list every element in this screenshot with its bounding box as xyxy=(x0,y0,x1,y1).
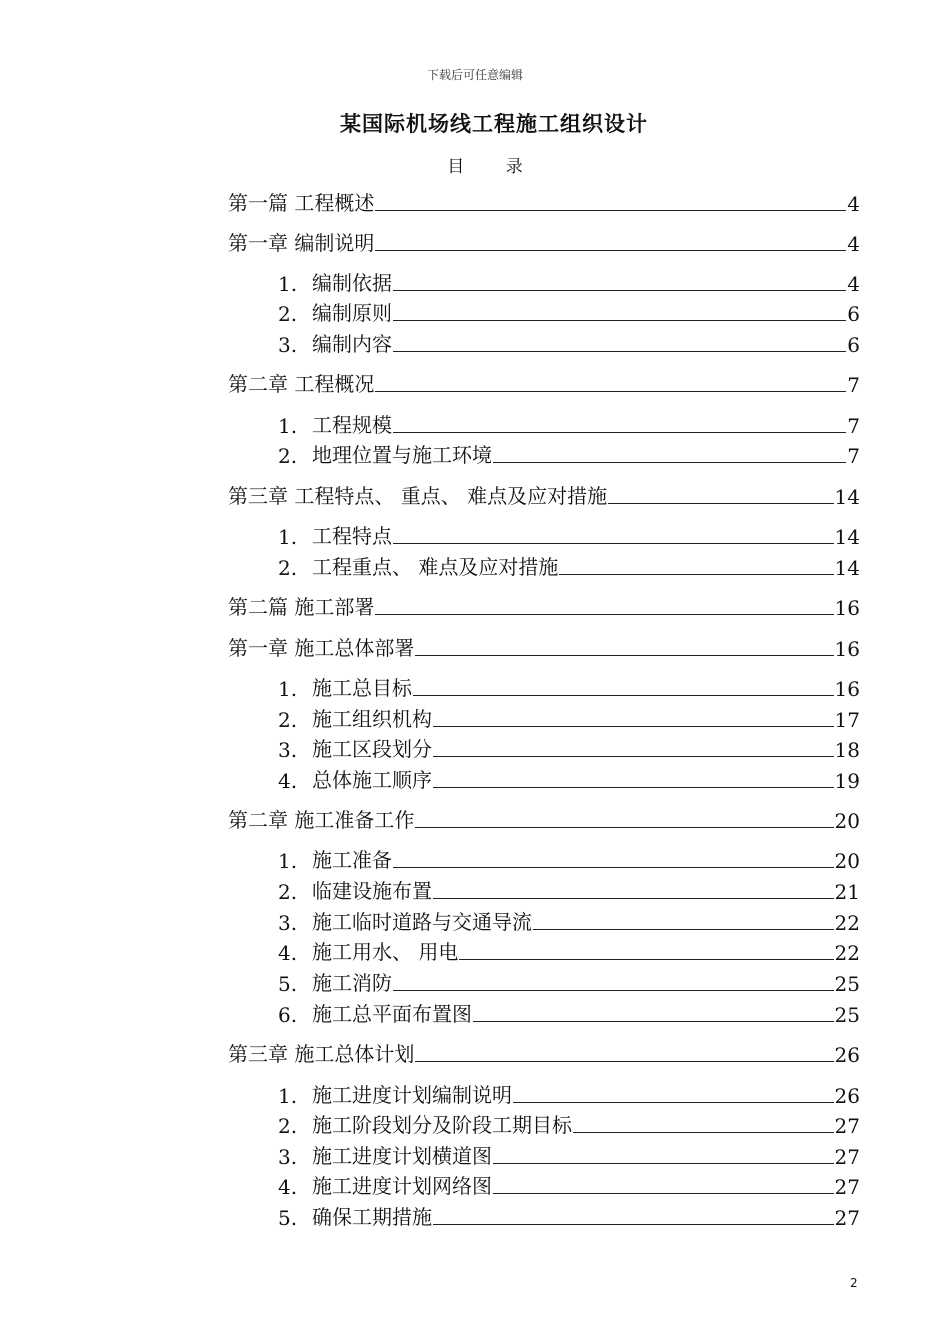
toc-leader-line xyxy=(533,928,834,930)
toc-entry[interactable] xyxy=(228,805,860,833)
toc-entry-page: 6 xyxy=(847,302,860,326)
toc-entry-label: 施工临时道路与交通导流 xyxy=(312,910,532,934)
toc-entry-number: 2. xyxy=(278,444,298,468)
toc-entry-page: 4 xyxy=(847,232,860,256)
toc-entry-number: 6. xyxy=(278,1003,298,1027)
toc-entry-page: 27 xyxy=(834,1175,860,1199)
toc-entry[interactable] xyxy=(228,228,860,256)
toc-entry-label: 编制原则 xyxy=(312,301,392,325)
toc-entry-number: 1. xyxy=(278,414,298,438)
toc-leader-line xyxy=(493,1192,834,1194)
toc-entry-page: 18 xyxy=(834,738,860,762)
toc-entry-page: 7 xyxy=(847,373,860,397)
toc-entry[interactable] xyxy=(228,369,860,397)
toc-entry-page: 7 xyxy=(847,444,860,468)
toc-entry-page: 14 xyxy=(834,485,860,509)
toc-entry-label: 第三章 工程特点、 重点、 难点及应对措施 xyxy=(228,484,608,508)
toc-entry-label: 第三章 施工总体计划 xyxy=(228,1042,415,1066)
toc-entry-label: 第一章 编制说明 xyxy=(228,231,375,255)
toc-entry-label: 编制依据 xyxy=(312,271,392,295)
toc-leader-line xyxy=(415,826,833,828)
toc-entry-label: 施工进度计划横道图 xyxy=(312,1144,492,1168)
toc-entry-page: 14 xyxy=(834,556,860,580)
toc-leader-line xyxy=(433,897,834,899)
toc-entry[interactable] xyxy=(278,440,860,468)
toc-entry[interactable] xyxy=(278,329,860,357)
toc-entry-page: 4 xyxy=(847,192,860,216)
toc-entry-number: 5. xyxy=(278,972,298,996)
toc-entry-label: 施工区段划分 xyxy=(312,737,432,761)
toc-entry[interactable] xyxy=(278,298,860,326)
toc-entry[interactable] xyxy=(278,704,860,732)
toc-entry[interactable] xyxy=(278,1110,860,1138)
toc-entry-label: 施工准备 xyxy=(312,848,392,872)
toc-entry-page: 20 xyxy=(834,849,860,873)
toc-entry-page: 20 xyxy=(834,809,860,833)
toc-entry-label: 施工用水、 用电 xyxy=(312,940,459,964)
toc-entry-page: 27 xyxy=(834,1206,860,1230)
toc-entry[interactable] xyxy=(228,188,860,216)
toc-entry-label: 施工消防 xyxy=(312,971,392,995)
toc-leader-line xyxy=(433,755,834,757)
toc-entry-label: 第一篇 工程概述 xyxy=(228,191,375,215)
toc-entry-page: 16 xyxy=(834,677,860,701)
toc-entry-number: 5. xyxy=(278,1206,298,1230)
toc-entry-page: 25 xyxy=(834,1003,860,1027)
toc-entry[interactable] xyxy=(278,673,860,701)
toc-leader-line xyxy=(573,1131,834,1133)
toc-entry-number: 4. xyxy=(278,1175,298,1199)
toc-entry-label: 总体施工顺序 xyxy=(312,768,432,792)
toc-entry-label: 施工总目标 xyxy=(312,676,412,700)
toc-leader-line xyxy=(413,694,834,696)
toc-leader-line xyxy=(393,289,846,291)
toc-entry[interactable] xyxy=(278,968,860,996)
toc-entry-page: 14 xyxy=(834,525,860,549)
toc-entry-label: 临建设施布置 xyxy=(312,879,432,903)
toc-entry-page: 16 xyxy=(834,596,860,620)
toc-leader-line xyxy=(493,1162,834,1164)
toc-leader-line xyxy=(415,654,833,656)
document-title: 某国际机场线工程施工组织设计 xyxy=(340,112,648,136)
toc-entry-number: 1. xyxy=(278,272,298,296)
toc-entry-label: 工程规模 xyxy=(312,413,392,437)
toc-entry[interactable] xyxy=(278,999,860,1027)
toc-leader-line xyxy=(608,502,833,504)
toc-leader-line xyxy=(375,613,833,615)
toc-entry[interactable] xyxy=(278,1080,860,1108)
toc-entry-label: 第二篇 施工部署 xyxy=(228,595,375,619)
toc-leader-line xyxy=(393,542,834,544)
toc-leader-line xyxy=(393,319,846,321)
toc-leader-line xyxy=(433,786,834,788)
toc-entry[interactable] xyxy=(278,1171,860,1199)
toc-entry-number: 1. xyxy=(278,677,298,701)
toc-entry[interactable] xyxy=(278,937,860,965)
toc-entry[interactable] xyxy=(278,765,860,793)
toc-entry-number: 1. xyxy=(278,525,298,549)
toc-leader-line xyxy=(393,431,846,433)
toc-entry[interactable] xyxy=(228,633,860,661)
toc-entry-number: 2. xyxy=(278,556,298,580)
toc-entry-label: 工程特点 xyxy=(312,524,392,548)
toc-entry-label: 施工进度计划编制说明 xyxy=(312,1083,512,1107)
toc-entry[interactable] xyxy=(278,268,860,296)
toc-entry[interactable] xyxy=(278,845,860,873)
toc-leader-line xyxy=(559,573,833,575)
toc-entry-label: 编制内容 xyxy=(312,332,392,356)
toc-entry-page: 19 xyxy=(834,769,860,793)
toc-entry[interactable] xyxy=(228,1039,860,1067)
toc-entry[interactable] xyxy=(278,521,860,549)
toc-entry-label: 第二章 工程概况 xyxy=(228,372,375,396)
toc-leader-line xyxy=(513,1101,834,1103)
toc-leader-line xyxy=(473,1020,834,1022)
toc-entry-number: 1. xyxy=(278,849,298,873)
toc-entry[interactable] xyxy=(228,481,860,509)
toc-leader-line xyxy=(375,209,846,211)
toc-entry-number: 4. xyxy=(278,769,298,793)
toc-entry[interactable] xyxy=(278,876,860,904)
toc-entry-page: 27 xyxy=(834,1114,860,1138)
toc-entry-number: 2. xyxy=(278,1114,298,1138)
toc-entry-page: 26 xyxy=(834,1084,860,1108)
toc-entry-label: 地理位置与施工环境 xyxy=(312,443,492,467)
toc-entry-page: 17 xyxy=(834,708,860,732)
toc-entry-label: 第二章 施工准备工作 xyxy=(228,808,415,832)
toc-entry-page: 16 xyxy=(834,637,860,661)
toc-entry[interactable] xyxy=(228,592,860,620)
toc-entry-label: 第一章 施工总体部署 xyxy=(228,636,415,660)
toc-entry-number: 2. xyxy=(278,302,298,326)
toc-entry-number: 1. xyxy=(278,1084,298,1108)
toc-entry-label: 施工进度计划网络图 xyxy=(312,1174,492,1198)
toc-entry-label: 施工组织机构 xyxy=(312,707,432,731)
toc-leader-line xyxy=(393,350,846,352)
toc-entry-number: 3. xyxy=(278,911,298,935)
toc-entry-page: 21 xyxy=(834,880,860,904)
toc-entry-page: 22 xyxy=(834,941,860,965)
toc-leader-line xyxy=(433,725,834,727)
toc-entry-number: 3. xyxy=(278,738,298,762)
toc-entry-page: 26 xyxy=(834,1043,860,1067)
toc-entry-number: 4. xyxy=(278,941,298,965)
toc-leader-line xyxy=(375,249,846,251)
toc-entry-label: 施工总平面布置图 xyxy=(312,1002,472,1026)
toc-leader-line xyxy=(375,390,846,392)
toc-entry-page: 27 xyxy=(834,1145,860,1169)
toc-entry-label: 工程重点、 难点及应对措施 xyxy=(312,555,559,579)
toc-entry[interactable] xyxy=(278,907,860,935)
toc-entry-label: 确保工期措施 xyxy=(312,1205,432,1229)
toc-leader-line xyxy=(459,958,833,960)
toc-entry-page: 22 xyxy=(834,911,860,935)
toc-leader-line xyxy=(493,461,846,463)
toc-entry-number: 2. xyxy=(278,880,298,904)
toc-entry-number: 3. xyxy=(278,1145,298,1169)
toc-entry-label: 施工阶段划分及阶段工期目标 xyxy=(312,1113,572,1137)
toc-entry-page: 7 xyxy=(847,414,860,438)
toc-entry-number: 2. xyxy=(278,708,298,732)
toc-entry-number: 3. xyxy=(278,333,298,357)
toc-entry[interactable] xyxy=(278,734,860,762)
toc-entry[interactable] xyxy=(278,410,860,438)
toc-entry[interactable] xyxy=(278,1202,860,1230)
toc-entry[interactable] xyxy=(278,552,860,580)
header-note: 下载后可任意编辑 xyxy=(426,68,523,82)
toc-entry-page: 4 xyxy=(847,272,860,296)
toc-entry-page: 6 xyxy=(847,333,860,357)
toc-entry[interactable] xyxy=(278,1141,860,1169)
toc-leader-line xyxy=(415,1060,833,1062)
toc-heading: 目 录 xyxy=(447,157,541,177)
toc-leader-line xyxy=(433,1223,834,1225)
page-number: 2 xyxy=(850,1276,858,1290)
toc-leader-line xyxy=(393,866,834,868)
toc-leader-line xyxy=(393,989,834,991)
toc-entry-page: 25 xyxy=(834,972,860,996)
